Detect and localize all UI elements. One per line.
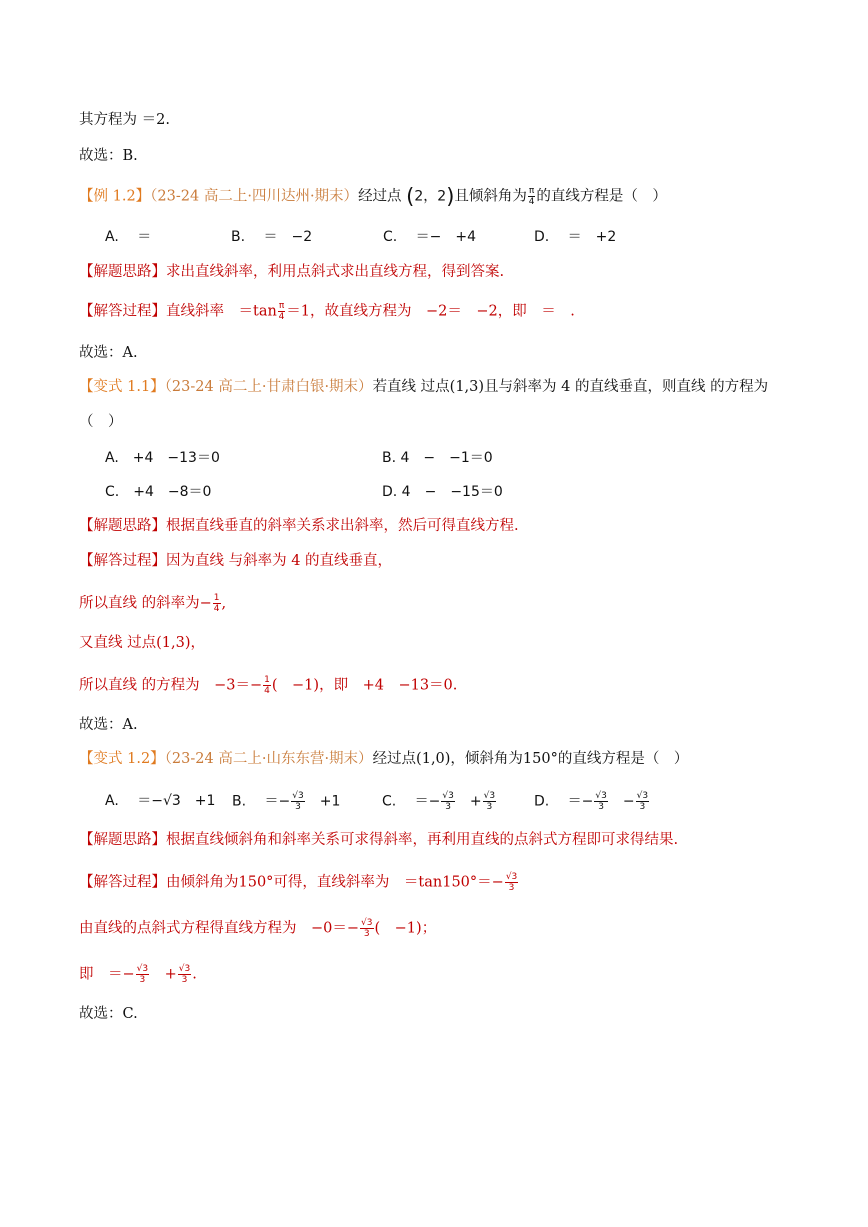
answer-line: 故选：B. — [79, 148, 138, 164]
option-b: B. ＝ −2 — [231, 229, 313, 245]
fraction: $\frac{\pi}{4}$ — [528, 186, 535, 207]
point-coords: 2，2 — [414, 188, 447, 205]
question-text: 的直线方程是（ ） — [536, 188, 667, 205]
question-text: 且倾斜角为 — [454, 188, 527, 205]
solution-idea: 【解题思路】求出直线斜率，利用点斜式求出直线方程，得到答案. — [79, 264, 505, 280]
paren: ) — [446, 184, 455, 209]
solution-process: 【解答过程】因为直线 与斜率为 4 的直线垂直， — [79, 553, 393, 569]
source-label: （23-24 高二上·四川达州·期末） — [150, 188, 359, 205]
variant-question: 【变式 1.2】（23-24 高二上·山东东营·期末）经过点(1,0)，倾斜角为150°的直线方程是（ ） — [79, 751, 689, 767]
solution-process: 【解答过程】直线斜率 ＝tan $\frac{\pi}{4}$ ＝1，故直线方程为 −2＝ −2，即 ＝ . — [79, 301, 575, 322]
option-d: D. 4 − −15＝0 — [382, 484, 503, 500]
question-paren: （ ） — [79, 414, 123, 430]
question-text: 经过点 — [358, 188, 402, 205]
text-line: 其方程为 ＝2. — [79, 112, 170, 128]
answer-line: 故选：A. — [79, 717, 138, 733]
solution-step: 由直线的点斜式方程得直线方程为 −0＝− $\frac{√3}{3}$ ( −1)； — [79, 918, 437, 939]
variant-question: 【变式 1.1】（23-24 高二上·甘肃白银·期末）若直线 过点(1,3)且与斜率为 4 的直线垂直，则直线 的方程为 — [79, 379, 769, 395]
solution-step: 所以直线 的斜率为− $\frac{1}{4}$ , — [79, 593, 227, 614]
solution-process: 【解答过程】由倾斜角为150°可得，直线斜率为 ＝tan150°＝− $\frac{√3}{3}$ — [79, 872, 518, 893]
answer-line: 故选：C. — [79, 1006, 138, 1022]
solution-step: 所以直线 的方程为 −3＝− $\frac{1}{4}$ ( −1)，即 +4 −13＝0. — [79, 675, 458, 696]
solution-step: 即 ＝− $\frac{√3}{3}$ + $\frac{√3}{3}$ . — [79, 964, 197, 985]
option-b: B. 4 − −1＝0 — [382, 450, 493, 466]
example-tag: 【例 1.2】 — [79, 188, 151, 205]
option-a: A. ＝ — [105, 229, 152, 245]
option-a: A. ＝−√3 +1 — [105, 793, 216, 809]
answer-line: 故选：A. — [79, 345, 138, 361]
solution-idea: 【解题思路】根据直线垂直的斜率关系求出斜率，然后可得直线方程. — [79, 518, 519, 534]
example-question — [79, 186, 667, 207]
option-d: D. ＝ +2 — [534, 229, 617, 245]
option-c: C. ＝− +4 — [383, 229, 477, 245]
option-c: C. +4 −8＝0 — [105, 484, 212, 500]
option-a: A. +4 −13＝0 — [105, 450, 220, 466]
paren: ( — [406, 184, 415, 209]
solution-step: 又直线 过点(1,3)， — [79, 635, 205, 651]
solution-idea: 【解题思路】根据直线倾斜角和斜率关系可求得斜率，再利用直线的点斜式方程即可求得结果. — [79, 832, 679, 848]
option-b: B. ＝− $\frac{√3}{3}$ +1 — [232, 791, 341, 812]
option-c: C. ＝− $\frac{√3}{3}$ + $\frac{√3}{3}$ — [382, 791, 496, 812]
option-d: D. ＝− $\frac{√3}{3}$ − $\frac{√3}{3}$ — [534, 791, 649, 812]
